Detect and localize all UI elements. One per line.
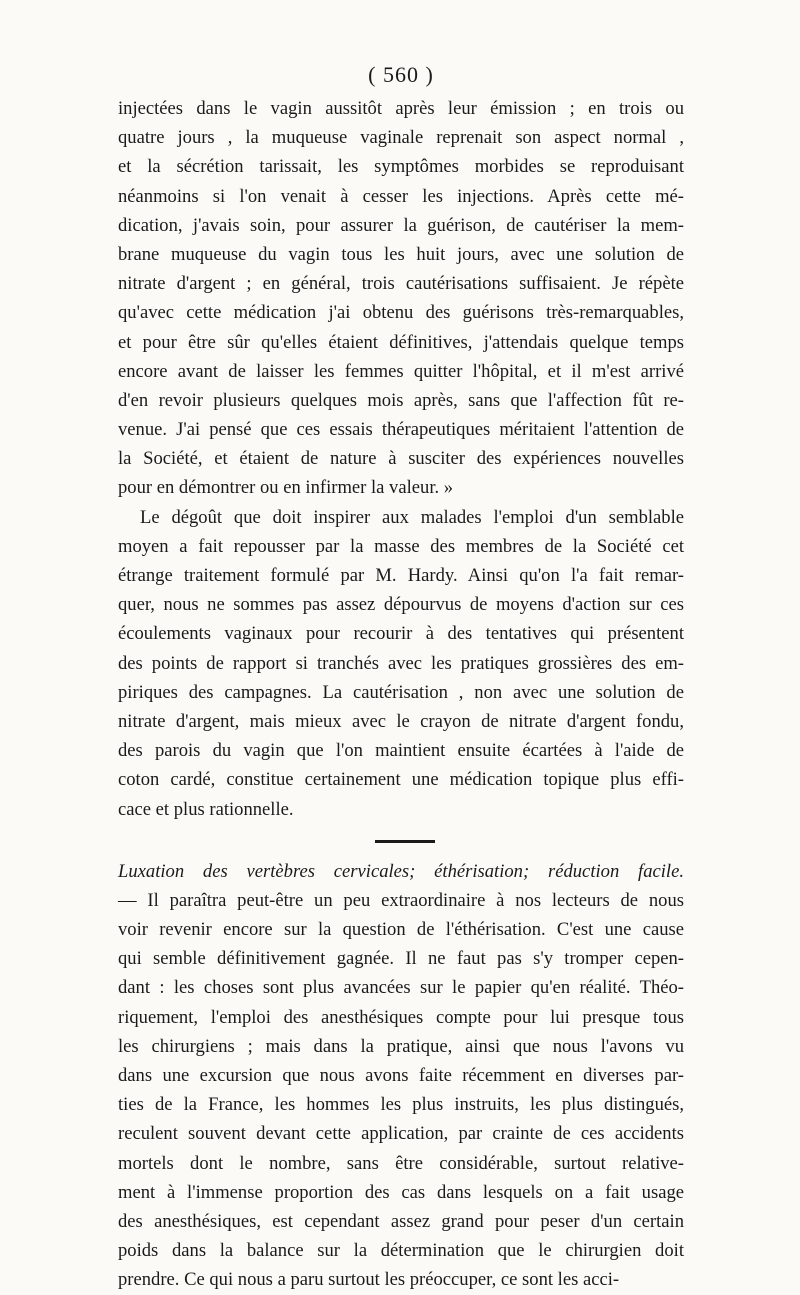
- text-line: dication, j'avais soin, pour assurer la guérison, de cautériser la mem-: [118, 214, 684, 236]
- text-line: dant : les choses sont plus avancées sur le papier qu'en réalité. Théo-: [118, 977, 684, 999]
- text-line: cace et plus rationnelle.: [118, 798, 294, 820]
- text-line: voir revenir encore sur la question de l'éthérisation. C'est une cause: [118, 919, 684, 941]
- text-line: moyen a fait repousser par la masse des membres de la Société cet: [118, 535, 684, 557]
- paragraph-commentary: [118, 503, 684, 824]
- text-line: — Il paraîtra peut-être un peu extraordinaire à nos lecteurs de nous: [118, 889, 684, 911]
- text-line: nitrate d'argent ; en général, trois cautérisations suffisaient. Je répète: [118, 273, 684, 295]
- book-page: [118, 60, 684, 1295]
- text-line: reculent souvent devant cette application, par crainte de ces accidents: [118, 1123, 684, 1145]
- text-line: ment à l'immense proportion des cas dans lesquels on a fait usage: [118, 1181, 684, 1203]
- text-line: quer, nous ne sommes pas assez dépourvus de moyens d'action sur ces: [118, 594, 684, 616]
- text-line: et la sécrétion tarissait, les symptômes morbides se reproduisant: [118, 156, 684, 178]
- text-line: poids dans la balance sur la détermination que le chirurgien doit: [118, 1240, 684, 1262]
- text-line: des anesthésiques, est cependant assez grand pour peser d'un certain: [118, 1210, 684, 1232]
- section-divider: [375, 840, 435, 843]
- text-line: coton cardé, constitue certainement une médication topique plus effi-: [118, 769, 684, 791]
- page-number: ( 560 ): [368, 62, 434, 87]
- text-line: la Société, et étaient de nature à susciter des expériences nouvelles: [118, 448, 684, 470]
- text-line: néanmoins si l'on venait à cesser les injections. Après cette mé-: [118, 185, 684, 207]
- text-line: écoulements vaginaux pour recourir à des tentatives qui présentent: [118, 623, 684, 645]
- text-line: mortels dont le nombre, sans être considérable, surtout relative-: [118, 1152, 684, 1174]
- section-title: Luxation des vertèbres cervicales; éthérisation; réduction facile.: [118, 860, 684, 882]
- text-line: nitrate d'argent, mais mieux avec le crayon de nitrate d'argent fondu,: [118, 710, 684, 732]
- text-line: injectées dans le vagin aussitôt après leur émission ; en trois ou: [118, 98, 684, 119]
- text-line: venue. J'ai pensé que ces essais thérapeutiques méritaient l'attention de: [118, 419, 684, 441]
- text-line: Le dégoût que doit inspirer aux malades l'emploi d'un semblable: [140, 506, 684, 528]
- text-line: qui semble définitivement gagnée. Il ne faut pas s'y tromper cepen-: [118, 948, 684, 970]
- text-line: des points de rapport si tranchés avec les pratiques grossières des em-: [118, 652, 684, 674]
- text-line: ties de la France, les hommes les plus instruits, les plus distingués,: [118, 1094, 684, 1116]
- text-line: dans une excursion que nous avons faite récemment en diverses par-: [118, 1065, 684, 1086]
- text-line: étrange traitement formulé par M. Hardy. Ainsi qu'on l'a fait remar-: [118, 565, 684, 586]
- text-line: d'en revoir plusieurs quelques mois après, sans que l'affection fût re-: [118, 389, 684, 411]
- text-line: quatre jours , la muqueuse vaginale reprenait son aspect normal ,: [118, 127, 684, 149]
- paragraph-continuation: [118, 94, 684, 503]
- text-line: qu'avec cette médication j'ai obtenu des guérisons très-remarquables,: [118, 302, 684, 324]
- text-line: prendre. Ce qui nous a paru surtout les préoccuper, ce sont les acci-: [118, 1269, 620, 1291]
- text-line: riquement, l'emploi des anesthésiques compte pour lui presque tous: [118, 1006, 684, 1028]
- text-line: des parois du vagin que l'on maintient ensuite écartées à l'aide de: [118, 740, 684, 762]
- text-line: encore avant de laisser les femmes quitter l'hôpital, et il m'est arrivé: [118, 360, 684, 382]
- text-line: les chirurgiens ; mais dans la pratique, ainsi que nous l'avons vu: [118, 1035, 684, 1057]
- text-line: pour en démontrer ou en infirmer la valeur. »: [118, 477, 454, 499]
- paragraph-etherisation: [118, 886, 684, 1295]
- text-line: et pour être sûr qu'elles étaient définitives, j'attendais quelque temps: [118, 331, 684, 353]
- text-line: piriques des campagnes. La cautérisation , non avec une solution de: [118, 681, 684, 703]
- text-line: brane muqueuse du vagin tous les huit jours, avec une solution de: [118, 243, 684, 265]
